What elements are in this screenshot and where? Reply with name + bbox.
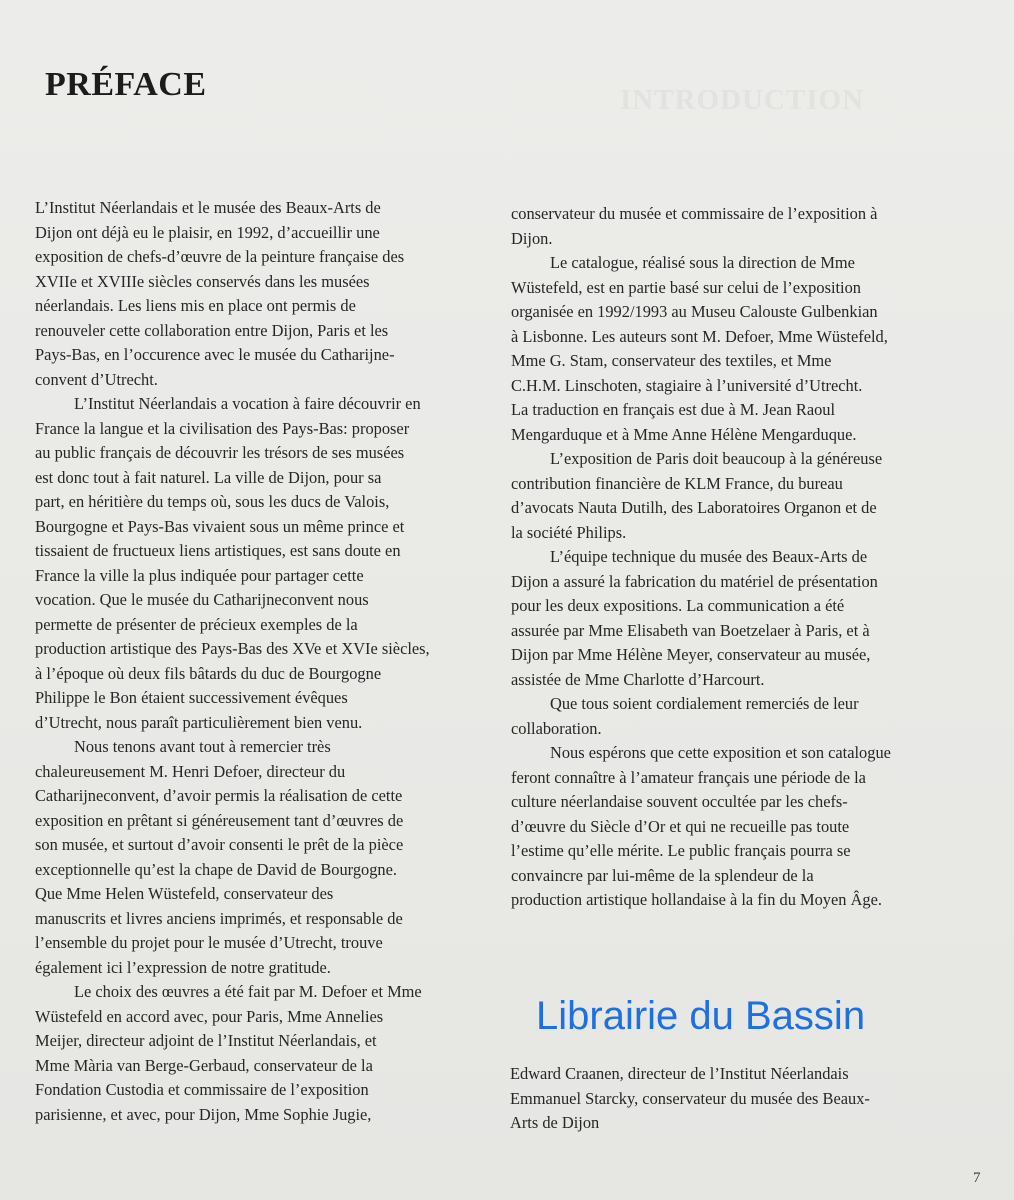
- text-line: France la ville la plus indiquée pour partager cette: [35, 565, 364, 585]
- text-line: Wüstefeld en accord avec, pour Paris, Mme Annelies: [35, 1006, 384, 1026]
- text-line: Dijon ont déjà eu le plaisir, en 1992, d’accueillir une: [35, 222, 380, 242]
- left-text-column: [35, 196, 475, 1127]
- text-line: Bourgogne et Pays-Bas vivaient sous un même prince et: [35, 516, 405, 536]
- text-line: pour les deux expositions. La communication a été: [511, 596, 845, 615]
- text-line: son musée, et surtout d’avoir consenti le prêt de la pièce: [35, 835, 404, 854]
- signature-block: [510, 1062, 870, 1136]
- text-line: assistée de Mme Charlotte d’Harcourt.: [511, 669, 765, 689]
- text-line: convaincre par lui-même de la splendeur de la: [511, 865, 814, 885]
- text-line: feront connaître à l’amateur français une période de la: [511, 767, 866, 787]
- text-line: chaleureusement M. Henri Defoer, directeur du: [35, 761, 346, 781]
- text-line: Que Mme Helen Wüstefeld, conservateur des: [35, 884, 334, 903]
- text-line: à Lisbonne. Les auteurs sont M. Defoer, Mme Wüstefeld,: [511, 326, 888, 346]
- text-line: au public français de découvrir les trésors de ses musées: [35, 443, 405, 462]
- page-number: 7: [973, 1170, 981, 1186]
- text-line: exposition de chefs-d’œuvre de la peinture française des: [35, 247, 405, 266]
- text-line: Meijer, directeur adjoint de l’Institut Néerlandais, et: [35, 1031, 377, 1050]
- text-line: parisienne, et avec, pour Dijon, Mme Sophie Jugie,: [35, 1104, 372, 1124]
- text-line: l’ensemble du projet pour le musée d’Utrecht, trouve: [35, 933, 383, 952]
- text-line: l’estime qu’elle mérite. Le public français pourra se: [511, 841, 851, 860]
- text-line: XVIIe et XVIIIe siècles conservés dans les musées: [35, 271, 370, 291]
- signature-line: Emmanuel Starcky, conservateur du musée des Beaux-: [510, 1088, 870, 1108]
- text-line: renouveler cette collaboration entre Dijon, Paris et les: [35, 320, 389, 340]
- text-line: L’équipe technique du musée des Beaux-Arts de: [550, 547, 868, 566]
- text-line: Mengarduque et à Mme Anne Hélène Mengarduque.: [511, 424, 857, 444]
- text-line: contribution financière de KLM France, du bureau: [511, 473, 843, 493]
- text-line: La traduction en français est due à M. Jean Raoul: [511, 400, 836, 419]
- text-line: convent d’Utrecht.: [35, 369, 158, 389]
- text-line: Que tous soient cordialement remerciés de leur: [550, 694, 859, 713]
- text-line: la société Philips.: [511, 522, 627, 542]
- text-line: collaboration.: [511, 718, 602, 738]
- text-line: France la langue et la civilisation des Pays-Bas: proposer: [35, 418, 410, 438]
- text-line: Dijon par Mme Hélène Meyer, conservateur au musée,: [511, 645, 871, 664]
- text-line: d’avocats Nauta Dutilh, des Laboratoires Organon et de: [511, 498, 877, 517]
- text-line: néerlandais. Les liens mis en place ont permis de: [35, 296, 356, 315]
- text-line: permette de présenter de précieux exemples de la: [35, 614, 358, 634]
- text-line: L’Institut Néerlandais et le musée des Beaux-Arts de: [35, 198, 381, 217]
- text-line: Fondation Custodia et commissaire de l’exposition: [35, 1080, 369, 1099]
- text-line: Le choix des œuvres a été fait par M. Defoer et Mme: [74, 982, 422, 1001]
- right-text-column: [511, 202, 946, 913]
- text-line: L’Institut Néerlandais a vocation à faire découvrir en: [74, 394, 421, 413]
- bleed-through-heading: INTRODUCTION: [620, 84, 865, 116]
- text-line: Nous espérons que cette exposition et son catalogue: [550, 743, 891, 762]
- text-line: part, en héritière du temps où, sous les ducs de Valois,: [35, 492, 390, 511]
- text-line: assurée par Mme Elisabeth van Boetzelaer à Paris, et à: [511, 620, 870, 640]
- text-line: L’exposition de Paris doit beaucoup à la généreuse: [550, 449, 883, 468]
- text-line: Pays-Bas, en l’occurence avec le musée du Catharijne-: [35, 345, 395, 364]
- text-line: Catharijneconvent, d’avoir permis la réalisation de cette: [35, 786, 403, 805]
- text-line: Wüstefeld, est en partie basé sur celui de l’exposition: [511, 277, 862, 297]
- signature-line: Arts de Dijon: [510, 1113, 600, 1132]
- text-line: Le catalogue, réalisé sous la direction de Mme: [550, 253, 855, 272]
- page-title: PRÉFACE: [45, 66, 207, 103]
- text-line: conservateur du musée et commissaire de l’exposition à: [511, 204, 878, 223]
- text-line: production artistique hollandaise à la fin du Moyen Âge.: [511, 890, 882, 909]
- text-line: Mme G. Stam, conservateur des textiles, et Mme: [511, 351, 832, 370]
- text-line: C.H.M. Linschoten, stagiaire à l’université d’Utrecht.: [511, 375, 863, 395]
- text-line: Dijon a assuré la fabrication du matériel de présentation: [511, 571, 878, 591]
- text-line: organisée en 1992/1993 au Museu Calouste Gulbenkian: [511, 302, 878, 321]
- text-line: manuscrits et livres anciens imprimés, et responsable de: [35, 908, 403, 928]
- text-line: d’Utrecht, nous paraît particulièrement bien venu.: [35, 712, 363, 732]
- signature-line: Edward Craanen, directeur de l’Institut Néerlandais: [510, 1064, 849, 1083]
- watermark-text: Librairie du Bassin: [536, 994, 866, 1038]
- text-line: également ici l’expression de notre gratitude.: [35, 957, 331, 977]
- text-line: exceptionnelle qu’est la chape de David de Bourgogne.: [35, 859, 397, 879]
- text-line: d’œuvre du Siècle d’Or et qui ne recueille pas toute: [511, 816, 850, 836]
- text-line: Nous tenons avant tout à remercier très: [74, 737, 331, 756]
- text-line: Mme Mària van Berge-Gerbaud, conservateur de la: [35, 1055, 373, 1075]
- text-line: vocation. Que le musée du Catharijneconvent nous: [35, 590, 369, 609]
- text-line: exposition en prêtant si généreusement tant d’œuvres de: [35, 810, 404, 830]
- text-line: Dijon.: [511, 228, 553, 248]
- text-line: tissaient de fructueux liens artistiques, est sans doute en: [35, 541, 401, 560]
- text-line: est donc tout à fait naturel. La ville de Dijon, pour sa: [35, 467, 382, 487]
- text-line: à l’époque où deux fils bâtards du duc de Bourgogne: [35, 663, 382, 683]
- text-line: production artistique des Pays-Bas des XVe et XVIe siècles,: [35, 639, 430, 658]
- text-line: culture néerlandaise souvent occultée par les chefs-: [511, 792, 848, 811]
- text-line: Philippe le Bon étaient successivement évêques: [35, 688, 348, 707]
